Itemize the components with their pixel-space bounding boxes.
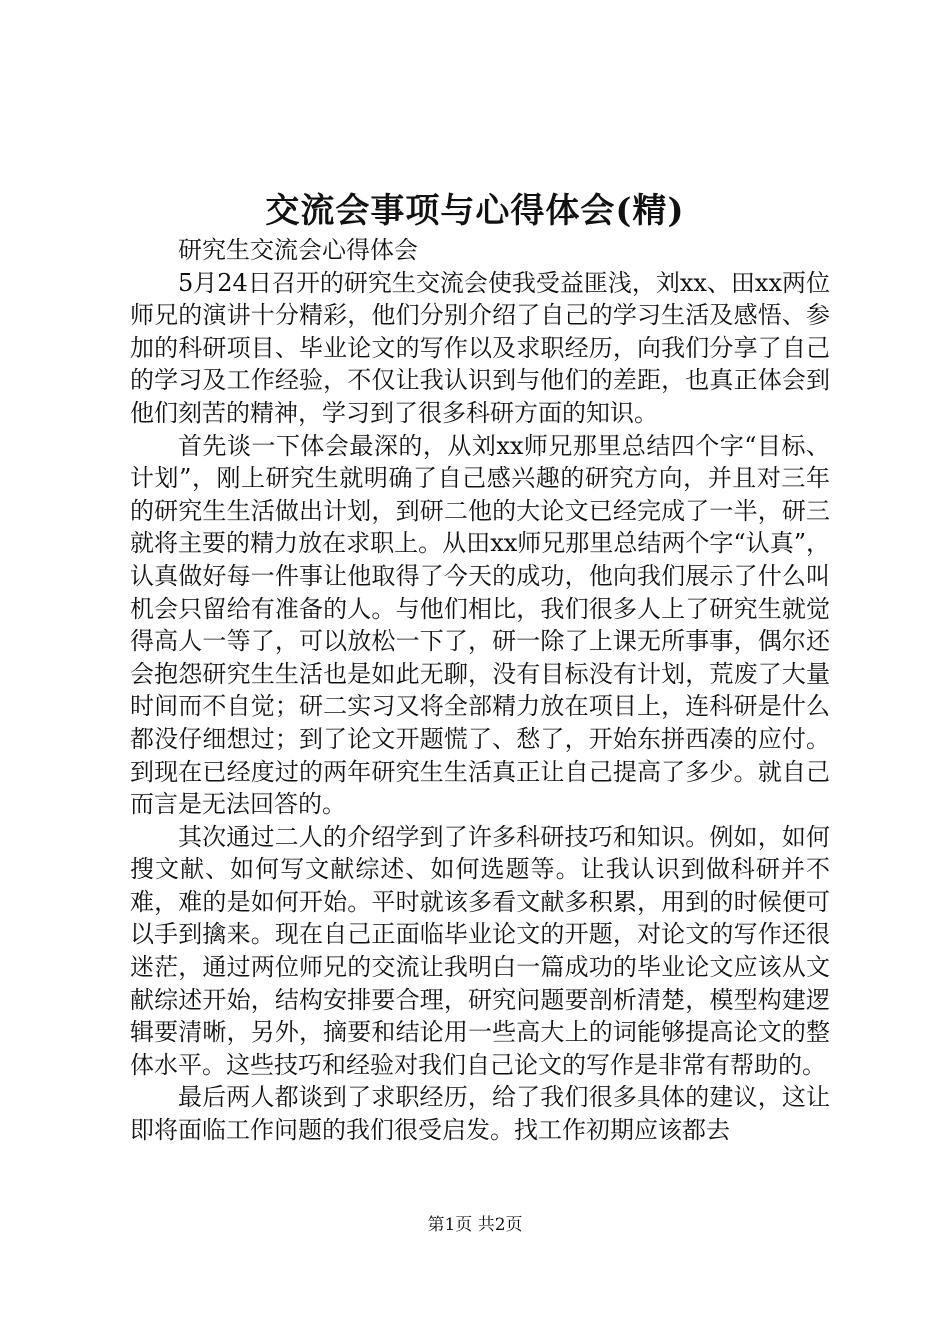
document-subtitle: 研究生交流会心得体会 [178, 236, 418, 264]
paragraph-1: 5月24日召开的研究生交流会使我受益匪浅，刘xx、田xx两位师兄的演讲十分精彩，他们分别介绍了自己的学习生活及感悟、参加的科研项目、毕业论文的写作以及求职经历，向我们分享了自己的学习及工作经验，不仅让我认识到与他们的差距，也真正体会到他们刻苦的精神，学习到了很多科研方面的知识。 [130, 268, 830, 427]
paragraph-2: 首先谈一下体会最深的，从刘xx师兄那里总结四个字“目标、计划”，刚上研究生就明确了自己感兴趣的研究方向，并且对三年的研究生生活做出计划，到研二他的大论文已经完成了一半，研三就将主要的精力放在求职上。从田xx师兄那里总结两个字“认真”，认真做好每一件事让他取得了今天的成功，他向我们展示了什么叫机会只留给有准备的人。与他们相比，我们很多人上了研究生就觉得高人一等了，可以放松一下了，研一除了上课无所事事，偶尔还会抱怨研究生生活也是如此无聊，没有目标没有计划，荒废了大量时间而不自觉；研二实习又将全部精力放在项目上，连科研是什么都没仔细想过；到了论文开题慌了、愁了，开始东拼西凑的应付。到现在已经度过的两年研究生生活真正让自己提高了多少。就自己而言是无法回答的。 [130, 431, 830, 819]
paragraph-3: 其次通过二人的介绍学到了许多科研技巧和知识。例如，如何搜文献、如何写文献综述、如何选题等。让我认识到做科研并不难，难的是如何开始。平时就该多看文献多积累，用到的时候便可以手到擒来。现在自己正面临毕业论文的开题，对论文的写作还很迷茫，通过两位师兄的交流让我明白一篇成功的毕业论文应该从文献综述开始，结构安排要合理，研究问题要剖析清楚，模型构建逻辑要清晰，另外，摘要和结论用一些高大上的词能够提高论文的整体水平。这些技巧和经验对我们自己论文的写作是非常有帮助的。 [130, 822, 830, 1079]
document-body [130, 234, 830, 1147]
page-footer: 第1页 共2页 [427, 1215, 523, 1235]
paragraph-4: 最后两人都谈到了求职经历，给了我们很多具体的建议，这让即将面临工作问题的我们很受启发。找工作初期应该都去 [130, 1083, 830, 1145]
document-title: 交流会事项与心得体会(精) [265, 191, 685, 231]
